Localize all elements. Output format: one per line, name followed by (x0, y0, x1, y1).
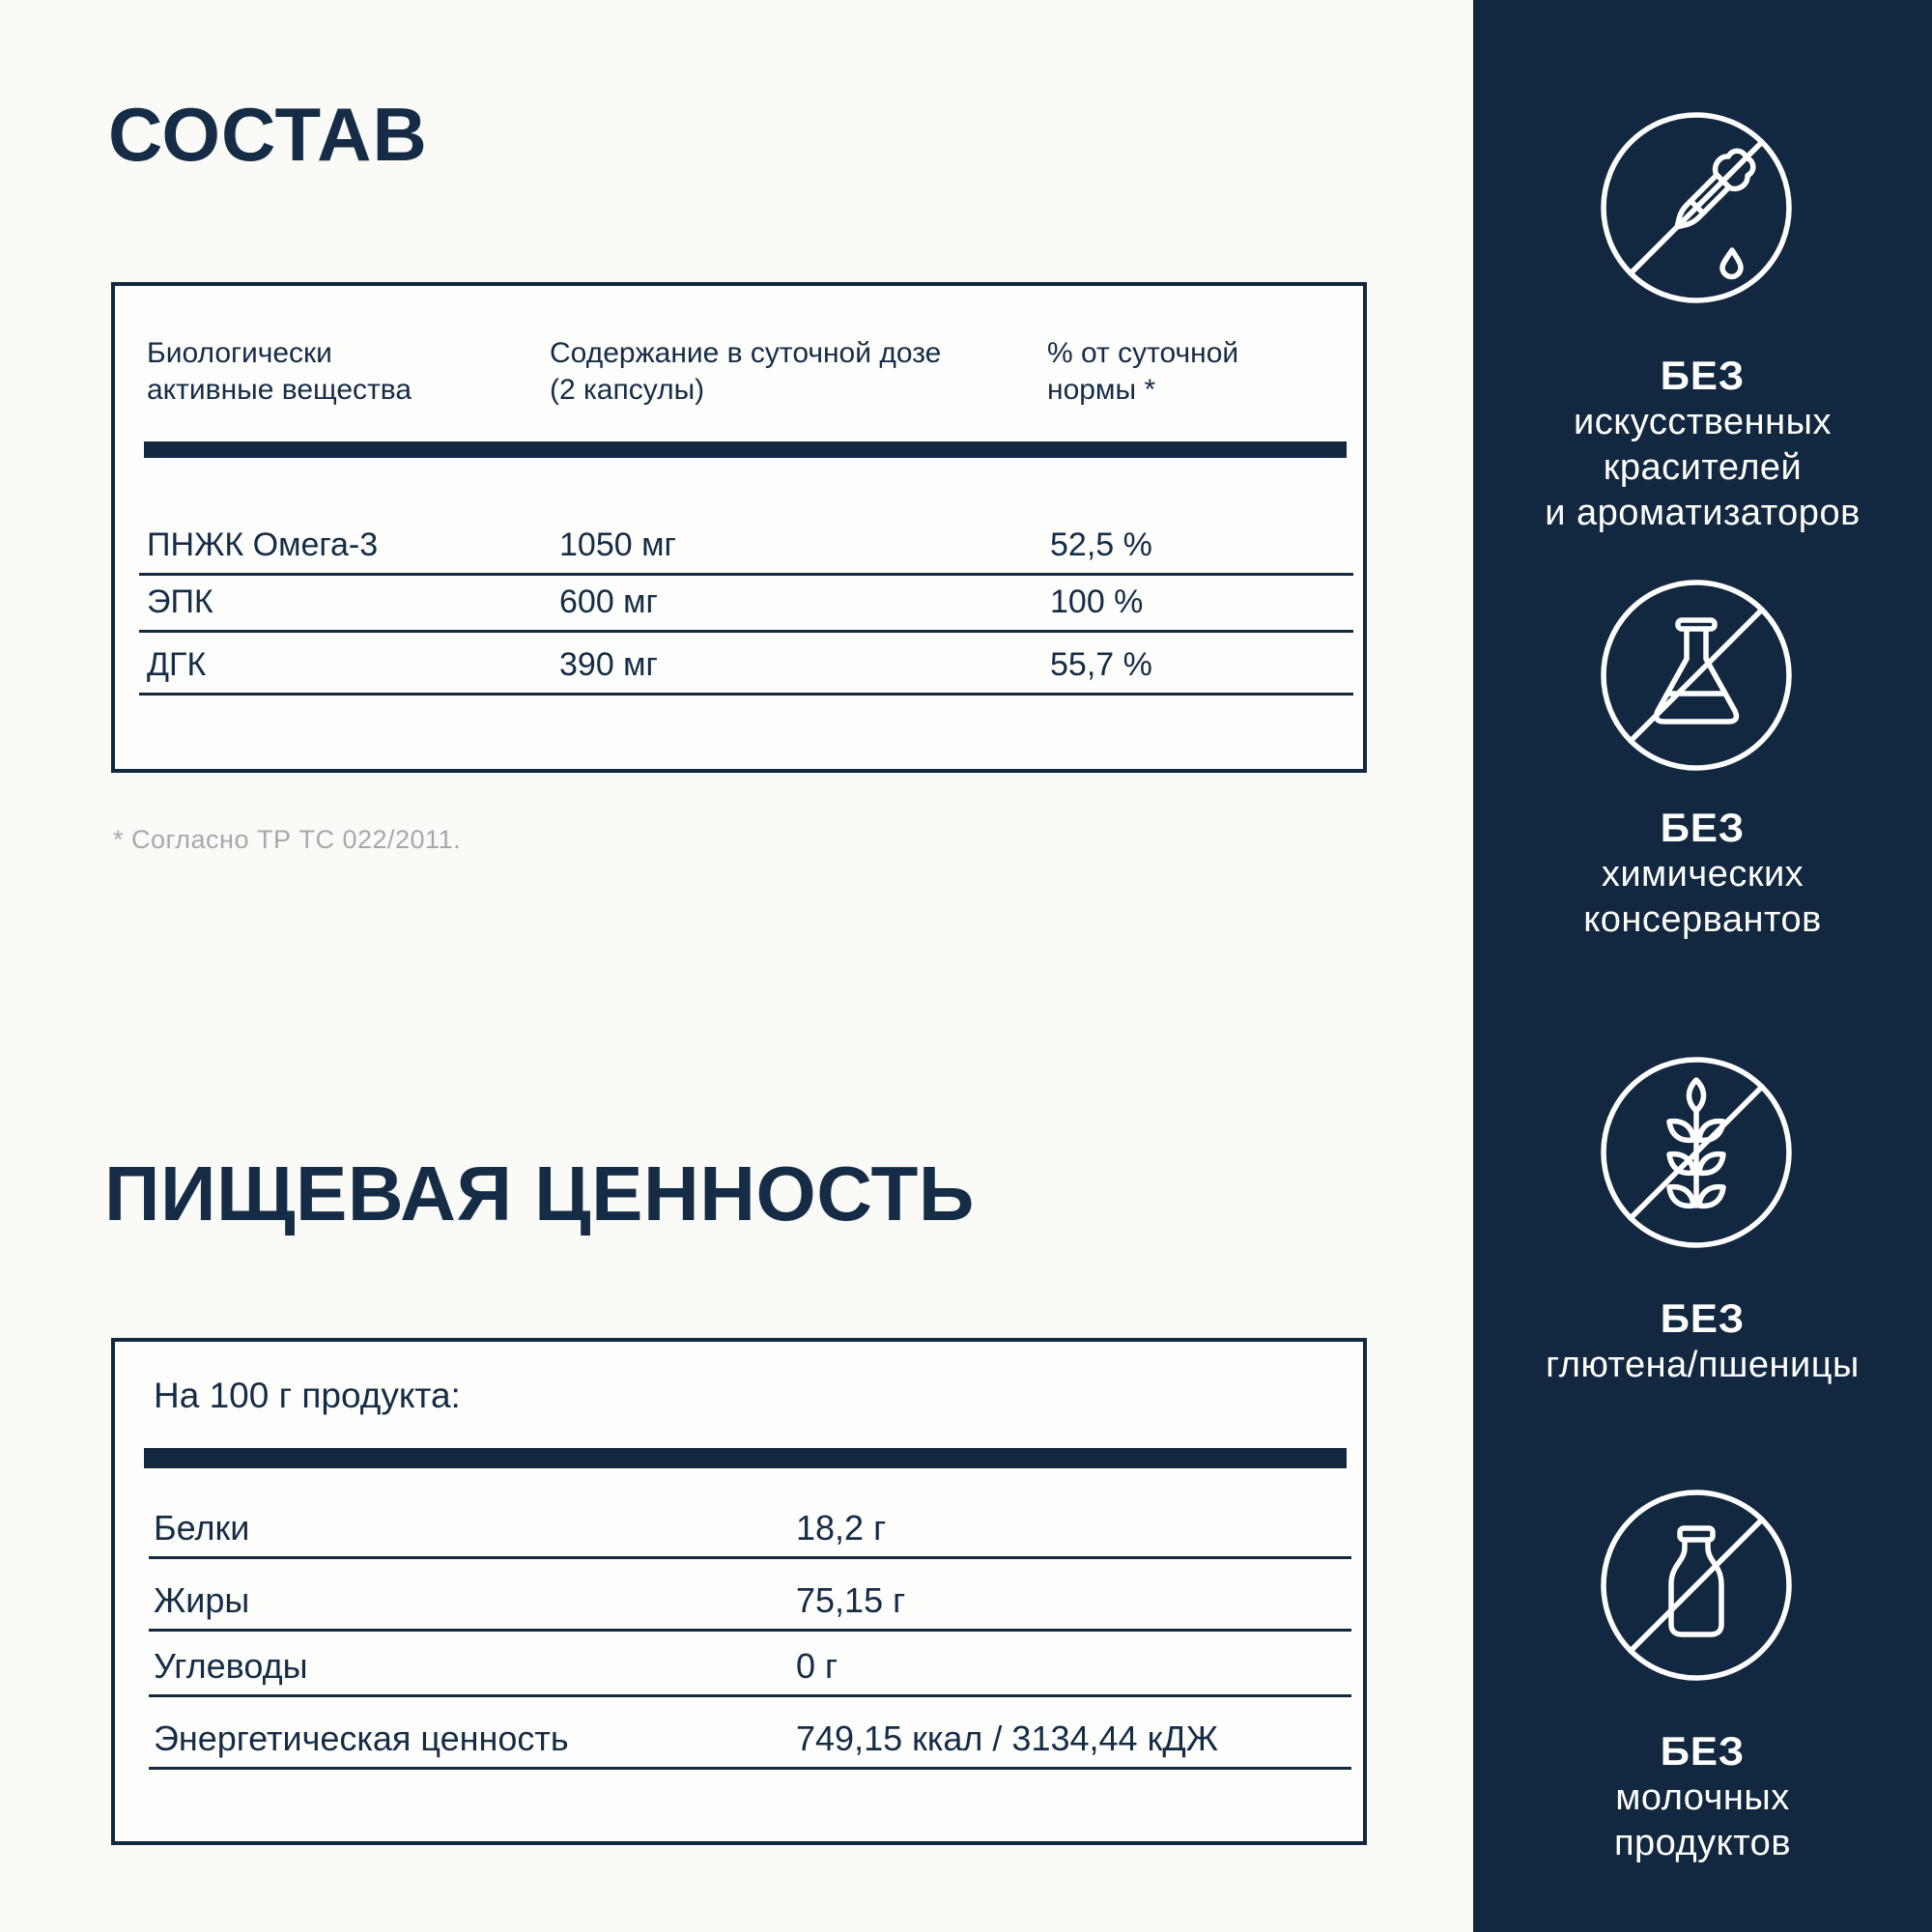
nutrition-label: Белки (154, 1508, 250, 1548)
no-flask-icon (1597, 576, 1796, 775)
row-name: ПНЖК Омега-3 (147, 526, 379, 563)
nutrition-label: Энергетическая ценность (154, 1719, 569, 1758)
row-amount: 1050 мг (559, 526, 676, 563)
nutrition-label: Жиры (154, 1580, 250, 1620)
row-percent: 100 % (1050, 583, 1144, 620)
no-milk-bottle-icon (1597, 1486, 1796, 1685)
slash-line (1631, 142, 1762, 273)
bez-label: БЕЗ (1660, 1295, 1746, 1341)
nutrition-label: Углеводы (154, 1646, 308, 1686)
header-divider-bar (144, 441, 1347, 458)
row-amount: 390 мг (559, 646, 658, 683)
nutrition-row (149, 1719, 1351, 1770)
row-percent: 52,5 % (1050, 526, 1152, 563)
milk-bottle-glyph (1671, 1528, 1721, 1634)
composition-header-daily-norm: % от суточной нормы * (1047, 337, 1239, 406)
drop-glyph (1722, 250, 1741, 277)
composition-header-daily-dose: Содержание в суточной дозе (2 капсулы) (550, 337, 942, 406)
nutrition-value: 0 г (796, 1646, 838, 1686)
bez-label: БЕЗ (1660, 353, 1746, 398)
nutrition-value: 749,15 ккал / 3134,44 кДЖ (796, 1719, 1218, 1758)
no-dairy-caption: БЕЗ молочных продуктов (1473, 1727, 1932, 1866)
free-from-sidebar (1473, 0, 1932, 1932)
row-name: ЭПК (147, 583, 213, 620)
per-100g-label: На 100 г продукта: (154, 1376, 461, 1415)
table-row (139, 583, 1353, 633)
no-preservatives-caption: БЕЗ химических консервантов (1473, 804, 1932, 943)
row-percent: 55,7 % (1050, 646, 1152, 683)
regulation-footnote: * Согласно ТР ТС 022/2011. (113, 825, 462, 854)
bez-label: БЕЗ (1660, 805, 1746, 850)
no-dropper-icon (1597, 108, 1796, 307)
wheat-glyph (1669, 1080, 1723, 1206)
row-amount: 600 мг (559, 583, 658, 620)
no-gluten-caption: БЕЗ глютена/пшеницы (1473, 1294, 1932, 1388)
nutrition-row (149, 1580, 1351, 1632)
table-row (139, 526, 1353, 576)
composition-header-substances: Биологически активные вещества (147, 337, 412, 406)
nutrition-value: 75,15 г (796, 1580, 906, 1620)
nutrition-row (149, 1508, 1351, 1559)
composition-title: СОСТАВ (108, 92, 428, 177)
nutrition-value: 18,2 г (796, 1508, 887, 1548)
no-wheat-icon (1597, 1053, 1796, 1252)
nutrition-table (111, 1338, 1367, 1845)
row-name: ДГК (147, 646, 207, 683)
nutrition-row (149, 1646, 1351, 1697)
header-divider-bar (144, 1448, 1347, 1468)
no-artificial-colors-caption: БЕЗ искусственных красителей и ароматизаторов (1473, 352, 1932, 536)
composition-table (111, 282, 1367, 773)
bez-label: БЕЗ (1660, 1728, 1746, 1774)
table-row (139, 646, 1353, 696)
nutrition-title: ПИЩЕВАЯ ЦЕННОСТЬ (104, 1151, 975, 1236)
